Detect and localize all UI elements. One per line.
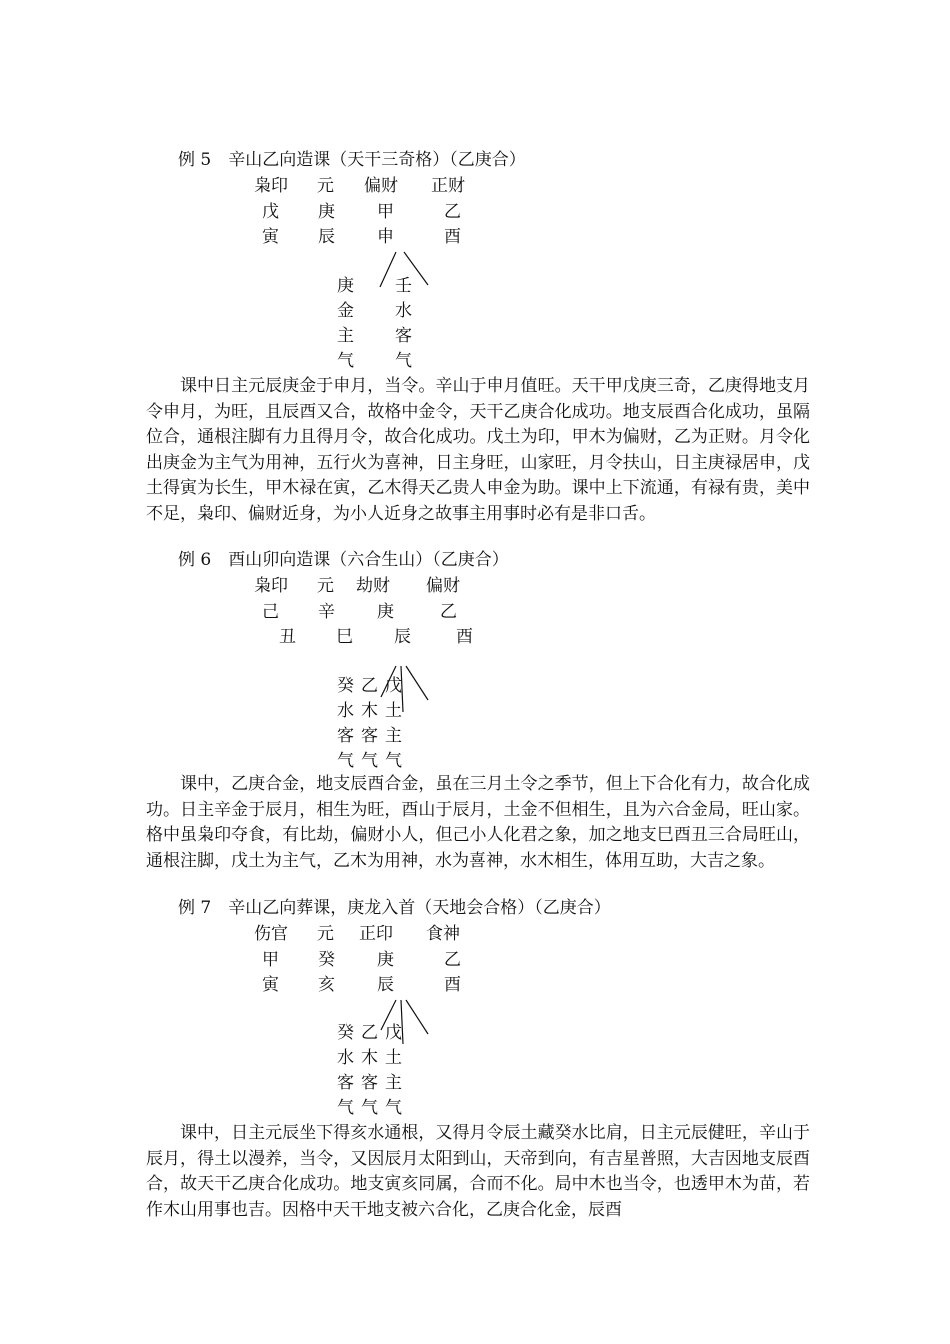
ex7-branch-4: 酉 <box>444 975 461 995</box>
ex7-role-3: 正印 <box>359 924 393 944</box>
ex5-branch-2: 辰 <box>318 227 335 247</box>
ex7-paragraph: 课中，日主元辰坐下得亥水通根，又得月令辰土藏癸水比肩，日主元辰健旺，辛山于辰月，得土以漫养，当令，又因辰月太阳到山，天帝到向，有吉星普照，大吉因地支辰酉合，故天干乙庚合化成功。地支寅亥同属，合而不化。局中木也当令，也透甲木为苗，若作木山用事也吉。因格中天干地支被六合化，乙庚合化金，辰酉 <box>146 1123 810 1220</box>
ex6-stem-4: 乙 <box>440 602 457 622</box>
ex5-sub-b-3: 客 <box>395 326 412 346</box>
ex5-branch-4: 酉 <box>444 227 461 247</box>
ex5-paragraph: 课中日主元辰庚金于申月，当令。辛山于申月值旺。天干甲戊庚三奇，乙庚得地支月令申月，为旺，且辰酉又合，故格中金令，天干乙庚合化成功。地支辰酉合化成功，虽隔位合，通根注脚有力且得月令，故合化成功。戊土为印，甲木为偏财，乙为正财。月令化出庚金为主气为用神，五行火为喜神，日主身旺，山家旺，月令扶山，日主庚禄居申，戊土得寅为长生，甲木禄在寅，乙木得天乙贵人申金为助。课中上下流通，有禄有贵，美中不足，枭印、偏财近身，为小人近身之故事主用事时必有是非口舌。 <box>146 376 810 524</box>
ex6-sub-b-3: 客 <box>361 726 378 746</box>
ex6-sub-c-3: 主 <box>385 726 402 746</box>
ex6-sub-c-4: 气 <box>385 751 402 771</box>
ex7-sub-b-3: 客 <box>361 1073 378 1093</box>
ex6-line-mid <box>401 666 403 712</box>
ex6-sub-c-1: 戊 <box>385 676 402 696</box>
ex5-sub-b-1: 壬 <box>395 276 412 296</box>
ex7-sub-b-2: 木 <box>361 1048 378 1068</box>
ex6-line-right <box>406 666 428 700</box>
ex7-stem-3: 庚 <box>377 950 394 970</box>
ex5-sub-a-2: 金 <box>337 301 354 321</box>
ex6-role-1: 枭印 <box>254 576 288 596</box>
ex6-sub-b-1: 乙 <box>361 676 378 696</box>
ex6-paragraph: 课中，乙庚合金，地支辰酉合金，虽在三月土令之季节，但上下合化有力，故合化成功。日主辛金于辰月，相生为旺，酉山于辰月，土金不但相生，且为六合金局，旺山家。格中虽枭印夺食，有比劫，偏财小人，但己小人化君之象，加之地支巳酉丑三合局旺山，通根注脚，戊土为主气，乙木为用神，水为喜神，水木相生，体用互助，大吉之象。 <box>146 774 810 871</box>
ex7-sub-c-4: 气 <box>385 1098 402 1118</box>
ex6-sub-c-2: 土 <box>385 701 402 721</box>
ex7-branch-1: 寅 <box>262 975 279 995</box>
ex5-stem-1: 戊 <box>262 202 279 222</box>
ex6-branch-1: 丑 <box>279 627 296 647</box>
ex7-line-right <box>406 1000 428 1034</box>
ex7-stem-1: 甲 <box>262 950 279 970</box>
ex5-sub-a-1: 庚 <box>337 276 354 296</box>
ex5-sub-a-4: 气 <box>337 351 354 371</box>
ex7-sub-a-2: 水 <box>337 1048 354 1068</box>
ex7-sub-a-1: 癸 <box>337 1023 354 1043</box>
ex7-role-1: 伤官 <box>254 924 288 944</box>
ex5-branch-1: 寅 <box>262 227 279 247</box>
ex6-role-4: 偏财 <box>426 576 460 596</box>
ex7-heading: 例 7 辛山乙向葬课，庚龙入首（天地会合格）（乙庚合） <box>178 898 611 918</box>
ex7-line-left <box>381 1000 396 1030</box>
ex5-line-left <box>380 252 396 287</box>
ex5-stem-2: 庚 <box>318 202 335 222</box>
ex5-branch-3: 申 <box>377 227 394 247</box>
ex7-stem-4: 乙 <box>444 950 461 970</box>
ex6-role-2: 元 <box>317 576 334 596</box>
ex7-sub-c-2: 土 <box>385 1048 402 1068</box>
ex7-branch-3: 辰 <box>377 975 394 995</box>
ex5-sub-b-4: 气 <box>395 351 412 371</box>
ex5-stem-3: 甲 <box>377 202 394 222</box>
ex7-sub-c-3: 主 <box>385 1073 402 1093</box>
ex6-line-left <box>381 666 396 697</box>
ex6-stem-3: 庚 <box>377 602 394 622</box>
ex5-stem-4: 乙 <box>444 202 461 222</box>
ex5-heading: 例 5 辛山乙向造课（天干三奇格）（乙庚合） <box>178 150 526 170</box>
ex5-role-1: 枭印 <box>254 176 288 196</box>
ex6-sub-b-2: 木 <box>361 701 378 721</box>
ex7-role-2: 元 <box>317 924 334 944</box>
ex6-sub-a-4: 气 <box>337 751 354 771</box>
ex6-sub-a-3: 客 <box>337 726 354 746</box>
ex7-sub-b-4: 气 <box>361 1098 378 1118</box>
ex7-branch-2: 亥 <box>318 975 335 995</box>
ex5-role-3: 偏财 <box>364 176 398 196</box>
ex5-sub-b-2: 水 <box>395 301 412 321</box>
ex7-line-mid <box>401 1000 403 1044</box>
ex7-role-4: 食神 <box>426 924 460 944</box>
ex6-stem-2: 辛 <box>318 602 335 622</box>
ex6-branch-2: 巳 <box>336 627 353 647</box>
ex7-sub-a-4: 气 <box>337 1098 354 1118</box>
ex7-sub-b-1: 乙 <box>361 1023 378 1043</box>
ex6-sub-a-1: 癸 <box>337 676 354 696</box>
ex5-role-2: 元 <box>317 176 334 196</box>
ex5-line-right <box>404 252 428 285</box>
ex6-role-3: 劫财 <box>356 576 390 596</box>
ex6-branch-3: 辰 <box>394 627 411 647</box>
ex6-sub-b-4: 气 <box>361 751 378 771</box>
ex6-stem-1: 己 <box>262 602 279 622</box>
ex6-sub-a-2: 水 <box>337 701 354 721</box>
ex6-branch-4: 酉 <box>456 627 473 647</box>
ex7-sub-a-3: 客 <box>337 1073 354 1093</box>
ex7-sub-c-1: 戊 <box>385 1023 402 1043</box>
ex5-role-4: 正财 <box>431 176 465 196</box>
ex6-heading: 例 6 酉山卯向造课（六合生山）（乙庚合） <box>178 550 509 570</box>
ex7-stem-2: 癸 <box>318 950 335 970</box>
ex5-sub-a-3: 主 <box>337 326 354 346</box>
